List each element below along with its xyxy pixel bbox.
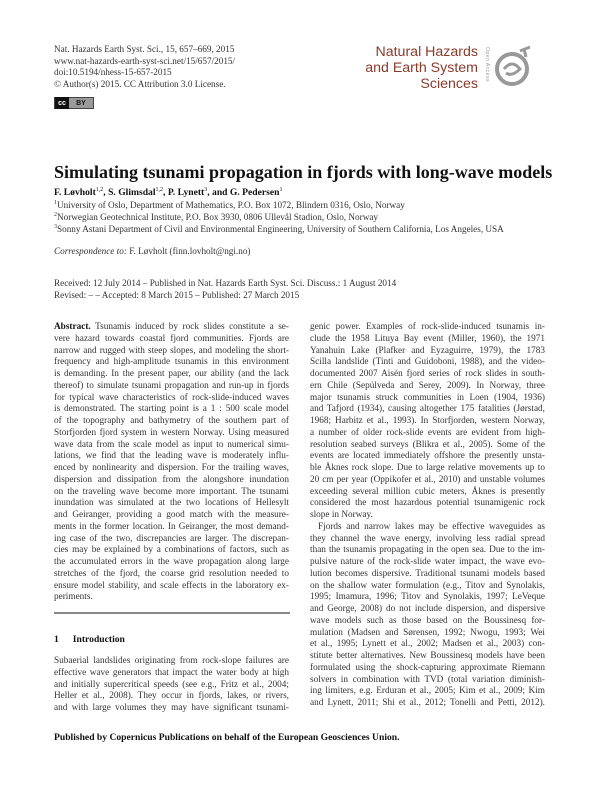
- text-line: wave data from the scale model as input to numerical simu-: [54, 439, 289, 450]
- text-line: 1968; Harbitz et al., 1993). In Storfjorden, western Norway,: [310, 416, 545, 426]
- text-line: Yanahuin Lake (Plafker and Eyzaguirre, 1979), the 1783: [310, 345, 545, 356]
- text-line: cies may be explained by a combinations of factors, such as: [54, 545, 289, 556]
- text-line: exceeding several million cubic meters, Åknes is presently: [310, 486, 545, 497]
- text-line: genic power. Examples of rock-slide-induced tsunamis in-: [310, 322, 545, 332]
- text-line: effective wave generators that impact the water body at high: [54, 667, 289, 678]
- intro-right-column: [310, 322, 545, 710]
- text-line: than the tsunamis propagating in the open sea. Due to the im-: [310, 545, 545, 556]
- publisher-footer: Published by Copernicus Publications on behalf of the European Geosciences Union.: [54, 732, 400, 743]
- author-affiliation-mark: 1: [279, 187, 283, 193]
- text-line: periments.: [54, 592, 93, 603]
- text-line: Fjords and narrow lakes may be effective waveguides as: [318, 521, 545, 532]
- text-line: Abstract. Tsunamis induced by rock slides constitute a se-: [54, 322, 289, 332]
- text-line: frequency and high-amplitude tsunamis in this environment: [54, 357, 289, 368]
- author-affiliation-mark: 3: [204, 187, 208, 193]
- text-line: and George, 2008) do not include dispersion, and dispersive: [310, 604, 545, 614]
- text-line: documented 2007 Aisén fjord series of rock slides in south-: [310, 369, 545, 379]
- text-line: considered the most hazardous potential tsunamigenic rock: [310, 498, 545, 509]
- text-line: and with large volumes they may have significant tsunami-: [54, 703, 289, 713]
- text-line: stretches of the fjord, the coarse grid resolution needed to: [54, 568, 289, 579]
- author-name: P. Lynett: [167, 187, 205, 198]
- text-line: major tsunamis struck communities in Loen (1904, 1936): [310, 392, 545, 403]
- text-line: of the topography and bathymetry of the southern part of: [54, 416, 289, 426]
- text-line: lution becomes dispersive. Traditional tsunami models based: [310, 568, 545, 579]
- text-line: 1995; Imamura, 1996; Titov and Synolakis, 1997; LeVeque: [310, 592, 545, 603]
- text-line: the accumulated errors in the wave propagation along large: [54, 557, 289, 567]
- abstract-label: Abstract.: [54, 322, 91, 332]
- text-line: Scilla landslide (Tinti and Guidoboni, 1988), and the video-: [310, 357, 545, 368]
- author-name: G. Pedersen: [229, 187, 280, 198]
- author-affiliation-mark: 1,2: [95, 187, 104, 193]
- journal-citation: Nat. Hazards Earth Syst. Sci., 15, 657–669, 2015: [54, 44, 235, 54]
- text-line: dispersion and dissipation from the alongshore inundation: [54, 474, 289, 485]
- affiliation-1: $^1$University of Oslo, Department of Mathematics, P.O. Box 1072, Blindern 0316, Oslo, Norway: [54, 200, 405, 210]
- text-line: solvers in combination with TVD (total variation diminish-: [310, 674, 545, 685]
- license-text: © Author(s) 2015. CC Attribution 3.0 License.: [54, 78, 226, 89]
- text-line: enced by nonlinearity and dispersion. For the trailing waves,: [54, 463, 289, 473]
- text-line: ern Chile (Sepúlveda and Serey, 2009). In Norway, three: [310, 380, 545, 391]
- intro-left-column: [54, 656, 289, 715]
- text-line: wave models such as those based on the Boussinesq for-: [310, 615, 545, 626]
- abstract-divider: [54, 612, 290, 614]
- text-line: events are located immediately offshore the presently unsta-: [310, 451, 545, 462]
- author-name: S. Glimsdal: [108, 187, 156, 198]
- text-line: Heller et al., 2008). They occur in fjords, lakes, or rivers,: [54, 691, 289, 702]
- text-line: vere hazard towards coastal fjord communities. Fjords are: [54, 333, 289, 344]
- egu-globe-logo-icon: [494, 45, 534, 89]
- text-line: ing case of the two, discrepancies are larger. The discrepan-: [54, 533, 289, 544]
- journal-header: [54, 44, 235, 90]
- text-line: resolution seabed surveys (Blikra et al., 2005). Some of the: [310, 439, 545, 450]
- publication-dates: Received: 12 July 2014 – Published in Nat. Hazards Earth Syst. Sci. Discuss.: 1 August 2014 Revised: – – Accepted: 8 March 2015 – Published: 27 March 2015: [54, 278, 397, 300]
- text-line: et al., 1995; Lynett et al., 2002; Madsen et al., 2003) con-: [310, 639, 545, 650]
- text-line: ble Åknes rock slope. Due to large relative movements up to: [310, 463, 545, 473]
- text-line: on the shallow water formulation (e.g., Titov and Synolakis,: [310, 580, 545, 591]
- cc-by-badge-icon[interactable]: cc BY: [54, 97, 94, 109]
- text-line: Storfjorden fjord system in western Norway. Using measured: [54, 427, 289, 438]
- text-line: mulation (Madsen and Sørensen, 1992; Nwogu, 1993; Wei: [310, 627, 545, 638]
- open-access-label: Open Access: [484, 47, 490, 82]
- text-line: for typical wave characteristics of rock-slide-induced waves: [54, 392, 289, 403]
- text-line: slope in Norway.: [310, 510, 373, 520]
- correspondence-email[interactable]: F. Løvholt (finn.lovholt@ngi.no): [129, 246, 251, 256]
- text-line: ing limiters, e.g. Erduran et al., 2005; Kim et al., 2009; Kim: [310, 686, 545, 697]
- paper-title: Simulating tsunami propagation in fjords with long-wave models: [54, 162, 553, 182]
- text-line: lations, we find that the leading wave is moderately influ-: [54, 451, 289, 462]
- text-line: and initially supercritical speeds (see e.g., Fritz et al., 2004;: [54, 679, 289, 690]
- doi[interactable]: doi:10.5194/nhess-15-657-2015: [54, 67, 172, 78]
- text-line: stitute better alternatives. New Boussinesq models have been: [310, 651, 545, 661]
- text-line: and Lynett, 2011; Shi et al., 2012; Tonelli and Petti, 2012).: [310, 698, 545, 708]
- text-line: on the traveling wave become more important. The tsunami: [54, 486, 289, 497]
- author-name: F. Løvholt: [54, 187, 96, 198]
- text-line: clude the 1958 Lituya Bay event (Miller, 1960), the 1971: [310, 333, 545, 344]
- text-line: is demonstrated. The starting point is a 1 : 500 scale model: [54, 404, 289, 415]
- author-affiliation-mark: 1,2: [155, 187, 164, 193]
- text-line: inundation was simulated at the two locations of Hellesylt: [54, 498, 289, 509]
- text-line: pulsive nature of the rock-slide water impact, the wave evo-: [310, 557, 545, 567]
- text-line: is demanding. In the present paper, our ability (and the lack: [54, 369, 289, 379]
- text-line: and Tafjord (1934), causing altogether 175 fatalities (Jørstad,: [310, 404, 545, 415]
- text-line: they channel the wave energy, involving less radial spread: [310, 533, 545, 544]
- journal-url[interactable]: www.nat-hazards-earth-syst-sci.net/15/657/2015/: [54, 55, 236, 66]
- text-line: 20 cm per year (Oppikofer et al., 2010) and unstable volumes: [310, 474, 545, 485]
- text-line: a number of older rock-slide events are evident from high-: [310, 427, 545, 438]
- correspondence: Correspondence to: F. Løvholt (finn.lovholt@ngi.no): [54, 246, 251, 256]
- text-line: ensure model stability, and scale effects in the laboratory ex-: [54, 580, 289, 591]
- journal-logo-text: Natural Hazards and Earth System Sciences: [365, 44, 478, 92]
- affiliation-2: $^2$Norwegian Geotechnical Institute, P.O. Box 3930, 0806 Ullevål Stadion, Oslo, Norway: [54, 212, 379, 222]
- author-list: F. Løvholt$^{1,2}$, S. Glimsdal$^{1,2}$, P. Lynett$^3$, and G. Pedersen$^1$: [54, 187, 283, 198]
- text-line: and Geiranger, providing a good match with the measure-: [54, 510, 289, 520]
- affiliation-3: $^3$Sonny Astani Department of Civil and Environmental Engineering, University of Southern California, Los Angeles, USA: [54, 224, 504, 234]
- text-line: Subaerial landslides originating from rock-slope failures are: [54, 656, 289, 666]
- text-line: thereof) to simulate tsunami propagation and run-up in fjords: [54, 380, 289, 391]
- section-heading-introduction: 1 Introduction: [54, 634, 125, 645]
- text-line: ments in the former location. In Geiranger, the most demand-: [54, 521, 289, 532]
- text-line: narrow and rugged with steep slopes, and modeling the short-: [54, 345, 289, 356]
- text-line: formulated using the shock-capturing approximate Riemann: [310, 662, 545, 673]
- abstract: [54, 322, 289, 604]
